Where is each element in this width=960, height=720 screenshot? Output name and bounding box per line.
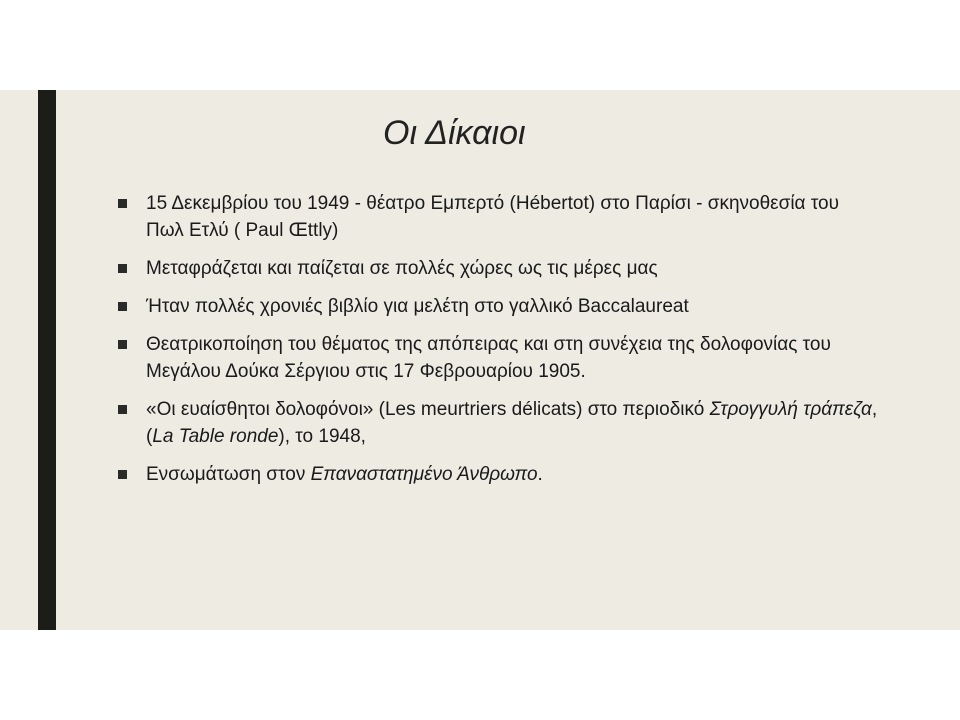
bullet-text: Επαναστατημένο Άνθρωπο bbox=[310, 464, 538, 485]
bullet-item bbox=[118, 331, 878, 385]
square-bullet-icon bbox=[118, 264, 127, 273]
bullet-text: La Table ronde bbox=[152, 426, 279, 447]
bullet-item bbox=[118, 461, 878, 488]
square-bullet-icon bbox=[118, 405, 127, 414]
bullet-text: «Οι ευαίσθητοι δολοφόνοι» (Les meurtriers délicats) στο περιοδικό bbox=[146, 399, 710, 420]
bullet-item bbox=[118, 190, 878, 244]
square-bullet-icon bbox=[118, 340, 127, 349]
bullet-text: 15 Δεκεμβρίου του 1949 - θέατρο Εμπερτό (Hébertot) στο Παρίσι - σκηνοθεσία του Πωλ Ετλύ ( Paul Œttly) bbox=[146, 193, 840, 241]
accent-bar bbox=[38, 90, 56, 630]
slide-title: Οι Δίκαιοι bbox=[383, 114, 526, 152]
square-bullet-icon bbox=[118, 199, 127, 208]
bullet-text: , ( bbox=[146, 399, 878, 447]
bullet-item bbox=[118, 293, 878, 320]
square-bullet-icon bbox=[118, 470, 127, 479]
bullet-text: Ενσωμάτωση στον bbox=[146, 464, 311, 485]
bullet-text: Ήταν πολλές χρονιές βιβλίο για μελέτη στο γαλλικό Baccalaureat bbox=[146, 296, 689, 317]
bullet-text: Θεατρικοποίηση του θέματος της απόπειρας και στη συνέχεια της δολοφονίας του Μεγάλου Δούκα Σέργιου στις 17 Φεβρουαρίου 1905. bbox=[146, 334, 831, 382]
bullet-text: Στρογγυλή τράπεζα bbox=[709, 399, 872, 420]
bullet-item bbox=[118, 255, 878, 282]
bullet-item bbox=[118, 396, 878, 450]
bullet-text: Μεταφράζεται και παίζεται σε πολλές χώρες ως τις μέρες μας bbox=[146, 258, 658, 279]
bullet-text: ), το 1948, bbox=[278, 426, 366, 447]
bullet-list bbox=[118, 190, 878, 499]
square-bullet-icon bbox=[118, 302, 127, 311]
bullet-text: . bbox=[537, 464, 543, 485]
slide bbox=[0, 90, 960, 630]
